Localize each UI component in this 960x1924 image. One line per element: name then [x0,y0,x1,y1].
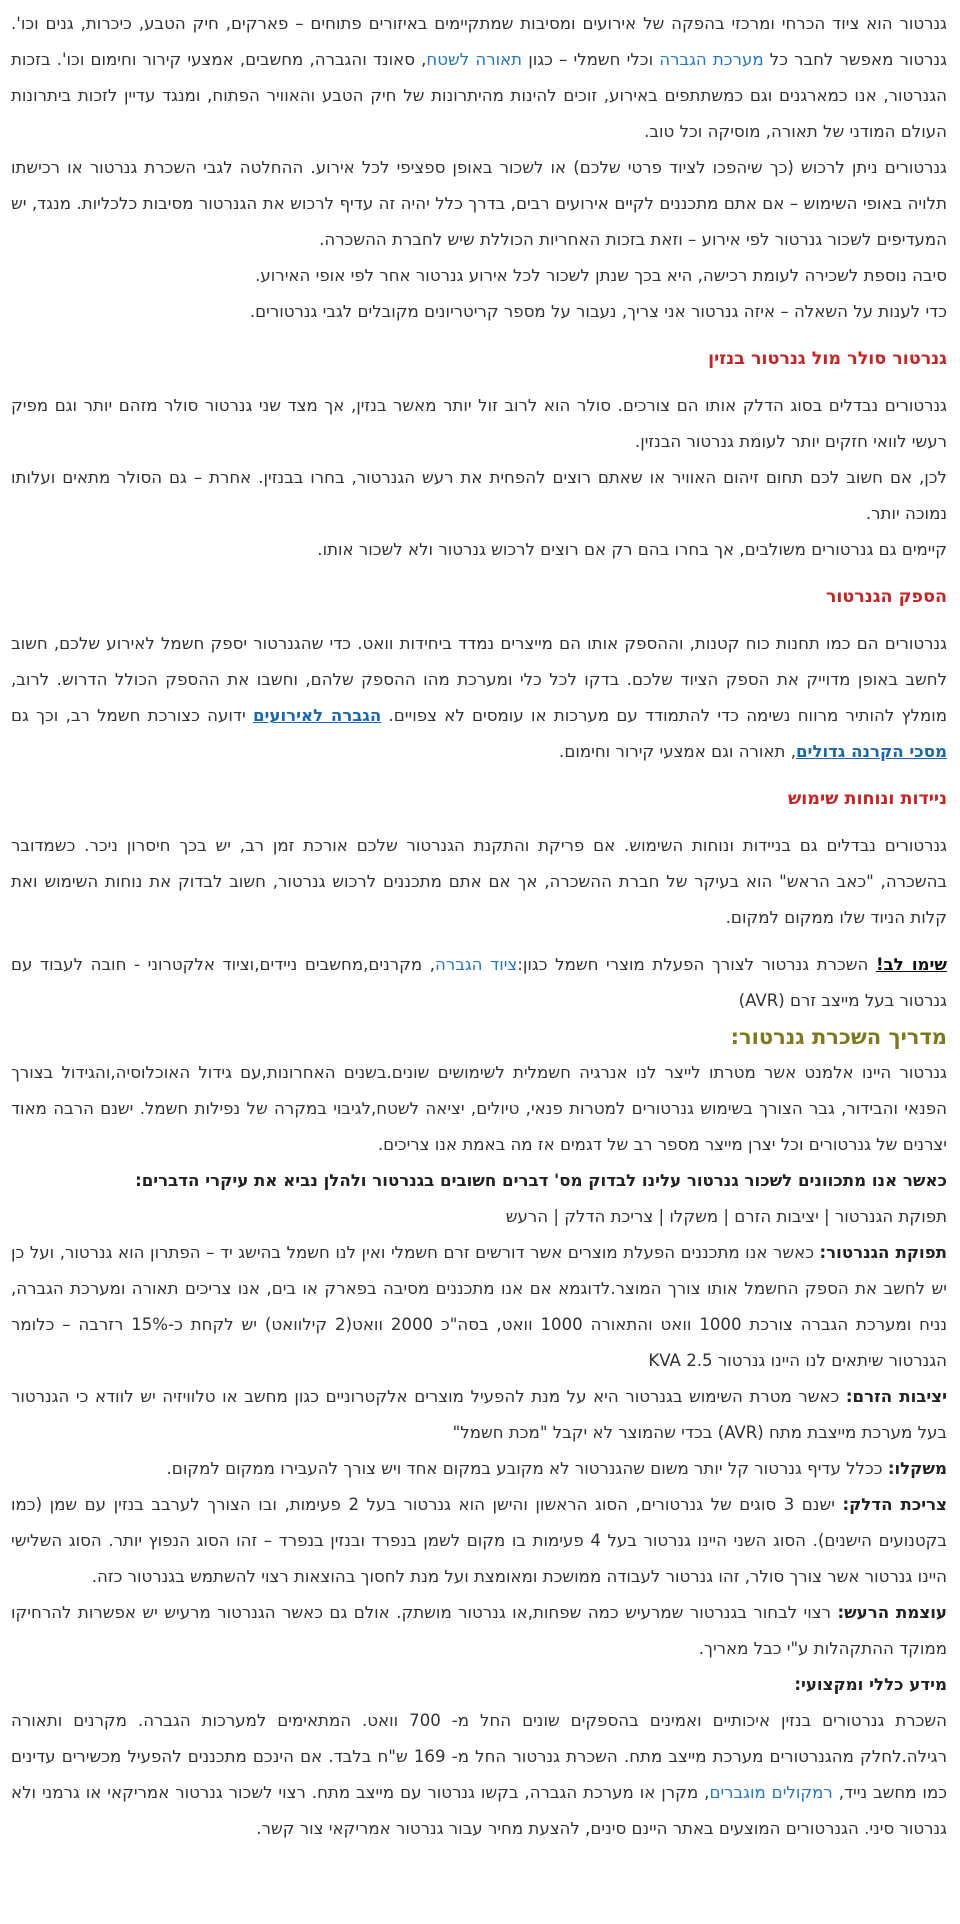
amplification-equipment-link[interactable]: ציוד הגברה [435,955,518,974]
sound-system-link[interactable]: מערכת הגברה [659,50,764,69]
fuel-paragraph-2: לכן, אם חשוב לכם תחום זיהום האוויר או שאתם רוצים להפחית את רעש הגנרטור, בחרו בבנזין. אחרת – גם הסולר מתאים ועלותו נמוכה יותר. [11,468,947,523]
intro-text-1: גנרטור הוא ציוד הכרחי ומרכזי בהפקה של אירועים ומסיבות שמתקיימים באיזורים פתוחים – פארקים, חיק הטבע, כיכרות, גנים וכו'. גנרטור מאפשר לחבר כל [11,14,947,69]
general-info-heading [11,1667,947,1703]
noise-label: עוצמת הרעש: [837,1603,947,1622]
power-output-text-2: ידועה כצורכת חשמל רב, וכך גם [11,706,253,725]
weight-text: ככלל עדיף גנרטור קל יותר משום שהגנרטור לא מקובע במקום אחד ויש צורך להעבירו ממקום למקום. [166,1459,888,1478]
fuel-paragraph-1: גנרטורים נבדלים בסוג הדלק אותו הם צורכים. סולר הוא לרוב זול יותר מאשר בנזין, אך מצד שני גנרטור סולר מזהם יותר וגם מפיק רעשי לוואי חזקים יותר לעומת גנרטור הבנזין. [11,396,947,451]
event-sound-link[interactable]: הגברה לאירועים [252,706,382,725]
powered-speakers-link[interactable]: רמקולים מוגברים [709,1783,833,1802]
attention-text-2: , מקרנים,מחשבים ניידים,וציוד אלקטרוני - חובה לעבוד עם גנרטור בעל מייצב זרם (AVR) [11,955,947,1010]
checklist-intro-text: כאשר אנו מתכוונים לשכור גנרטור עלינו לבדוק מס' דברים חשובים בגנרטור ולהלן נביא את עיקרי הדברים: [135,1171,947,1190]
guide-intro: גנרטור היינו אלמנט אשר מטרתו לייצר לנו אנרגיה חשמלית לשימושים שונים.בשנים האחרונות,עם גידול האוכלוסיה,והגידול בצורך הפנאי והבידור, גבר הצורך בשימוש גנרטורים למטרות פנאי, טיולים, יציאה לשטח,לגיבוי במקרה של נפילות חשמל. ישנם הרבה מאוד יצרנים של גנרטורים וכל יצרן מייצר מספר רב של דגמים אז מה באמת אנו צריכים. [11,1063,947,1154]
weight-item [11,1451,947,1487]
intro-text-2: וכלי חשמלי – כגון [522,50,660,69]
attention-label: שימו לב! [875,955,947,974]
stability-label: יציבות הזרם: [845,1387,947,1406]
mobility-paragraph: גנרטורים נבדלים גם בניידות ונוחות השימוש. אם פריקת והתקנת הגנרטור שלכם אורכת זמן רב, יש בכך חיסרון ניכר. כשמדובר בהשכרה, "כאב הראש" הוא בעיקר של חברת ההשכרה, אך אם אתם מתכננים לרכוש גנרטור, חשוב לבדוק את נוחות השימוש ואת קלות הניוד שלו ממקום למקום. [11,836,947,927]
fuel-paragraph-3: קיימים גם גנרטורים משולבים, אך בחרו בהם רק אם רוצים לרכוש גנרטור ולא לשכור אותו. [317,540,947,559]
intro-paragraph-1 [11,6,947,150]
large-screens-link[interactable]: מסכי הקרנה גדולים [796,742,947,761]
power-output-paragraph [11,626,947,770]
fuel-consumption-label: צריכת הדלק: [842,1495,947,1514]
power-output-heading: הספק הגנרטור [825,587,947,607]
fuel-consumption-item [11,1487,947,1595]
guide-title: מדריך השכרת גנרטור: [730,1025,947,1049]
fuel-type-heading: גנרטור סולר מול גנרטור בנזין [708,349,947,369]
attention-text-1: השכרת גנרטור לצורך הפעלת מוצרי חשמל כגון: [517,955,876,974]
fuel-consumption-text: ישנם 3 סוגים של גנרטורים, הסוג הראשון והישן הוא גנרטור בעל 2 פעימות, ובו הצורך לערבב בנזין עם שמן (כמו בקטנועים הישנים). הסוג השני היינו גנרטור בעל 4 פעימות בו מקום לשמן בנפרד ובנזין בנפרד – זהו הסוג הנפוץ יותר. הסוג השלישי היינו גנרטור אשר צורך סולר, זהו גנרטור לעבודה ממושכת ומאומצת ועל מנת לחסוך בהוצאות רצוי להשתמש בגנרטור כזה. [11,1495,947,1586]
intro-paragraph-2: גנרטורים ניתן לרכוש (כך שיהפכו לציוד פרטי שלכם) או לשכור באופן ספציפי לכל אירוע. ההחלטה לגבי השכרת גנרטור או רכישתו תלויה באופי השימוש – אם אתם מתכננים לקיים אירועים רבים, בדרך כלל יהיה זה עדיף לרכוש את הגנרטור מסיבות כלכליות. מנגד, יש המעדיפים לשכור גנרטור לפי אירוע – וזאת בזכות האחריות הכוללת שיש לחברת ההשכרה. [11,158,947,249]
noise-item [11,1595,947,1667]
weight-label: משקלו: [887,1459,947,1478]
attention-paragraph [11,947,947,1019]
general-info-text-2: , מקרן או מערכת הגברה, בקשו גנרטור עם מייצב מתח. רצוי לשכור גנרטור אמריקאי או גרמני ולא גנרטור סיני. הגנרטורים המוצעים באתר היינם סינים, להצעת מחיר עבור גנרטור אמריקאי צור קשר. [11,1783,947,1838]
output-item [11,1235,947,1379]
intro-paragraph-3: סיבה נוספת לשכירה לעומת רכישה, היא בכך שנתן לשכור לכל אירוע גנרטור אחר לפי אופי האירוע. [255,266,947,285]
output-label: תפוקת הגנרטור: [819,1243,947,1262]
checklist-intro [11,1163,947,1199]
mobility-heading: ניידות ונוחות שימוש [788,789,947,809]
topics-line: תפוקת הגנרטור | יציבות הזרם | משקלו | צריכת הדלק | הרעש [505,1207,947,1226]
intro-text-3: , סאונד והגברה, מחשבים, אמצעי קירור וחימום וכו'. בזכות הגנרטור, אנו כמארגנים וגם כמשתתפים באירוע, זוכים להינות מהיתרונות של חיק הטבע והאוויר הפתוח, ומנגד עדיין לזכות ביתרונות העולם המודני של תאורה, מוסיקה וכל טוב. [11,50,947,141]
stability-text: כאשר מטרת השימוש בגנרטור היא על מנת להפעיל מוצרים אלקטרוניים כגון מחשב או טלוויזיה יש לוודא כי הגנרטור בעל מערכת מייצבת מתח (AVR) בכדי שהמוצר לא יקבל "מכת חשמל" [11,1387,947,1442]
general-info-label: מידע כללי ומקצועי: [794,1675,947,1694]
field-lighting-link[interactable]: תאורה לשטח [426,50,523,69]
power-output-text-3: , תאורה וגם אמצעי קירור וחימום. [559,742,796,761]
power-output-text-1: גנרטורים הם כמו תחנות כוח קטנות, וההספק אותו הם מייצרים נמדד ביחידות וואט. כדי שהגנרטור יספק חשמל לאירוע שלכם, חשוב לחשב באופן מדוייק את הספק הציוד שלכם. בדקו לכל כלי ומערכת מהו ההספק שלהם, וחשבו את ההספק הכולל הדרוש. לרוב, מומלץ להותיר מרווח נשימה כדי להתמודד עם מערכות או עומסים לא צפויים. [11,634,948,725]
noise-text: רצוי לבחור בגנרטור שמרעיש כמה שפחות,או גנרטור מושתק. אולם גם כאשר הגנרטור מרעיש יש אפשרות להרחיקו ממוקד ההתקהלות ע"י כבל מאריך. [11,1603,947,1658]
general-info-text-1: השכרת גנרטורים בנזין איכותיים ואמינים בהספקים שונים החל מ- 700 וואט. המתאימים למערכות הגברה. מקרנים ותאורה רגילה.לחלק מהגנרטורים מערכת מייצב מתח. השכרת גנרטור החל מ- 169 ש"ח בלבד. אם הינכם מתכננים להפעיל מכשירים עדינים כמו מחשב נייד, [11,1711,947,1802]
stability-item [11,1379,947,1451]
intro-paragraph-4: כדי לענות על השאלה – איזה גנרטור אני צריך, נעבור על מספר קריטריונים מקובלים לגבי גנרטורים. [249,302,947,321]
general-info-paragraph [11,1703,947,1847]
output-text: כאשר אנו מתכננים הפעלת מוצרים אשר דורשים זרם חשמלי ואין לנו חשמל בהישג יד – הפתרון הוא גנרטור, ועל כן יש לחשב את הספק החשמל אותו צורך המוצר.לדוגמא אם אנו מתכננים מסיבה בפארק או בים, אנו צריכים תאורה ומערכת הגברה, נניח ומערכת הגברה צורכת 1000 וואט והתאורה 1000 וואט, בסה"כ 2000 וואט(2 קילוואט) יש לקחת כ-15% רזרבה – כלומר הגנרטור שיתאים לנו היינו גנרטור KVA 2.5 [11,1243,947,1370]
